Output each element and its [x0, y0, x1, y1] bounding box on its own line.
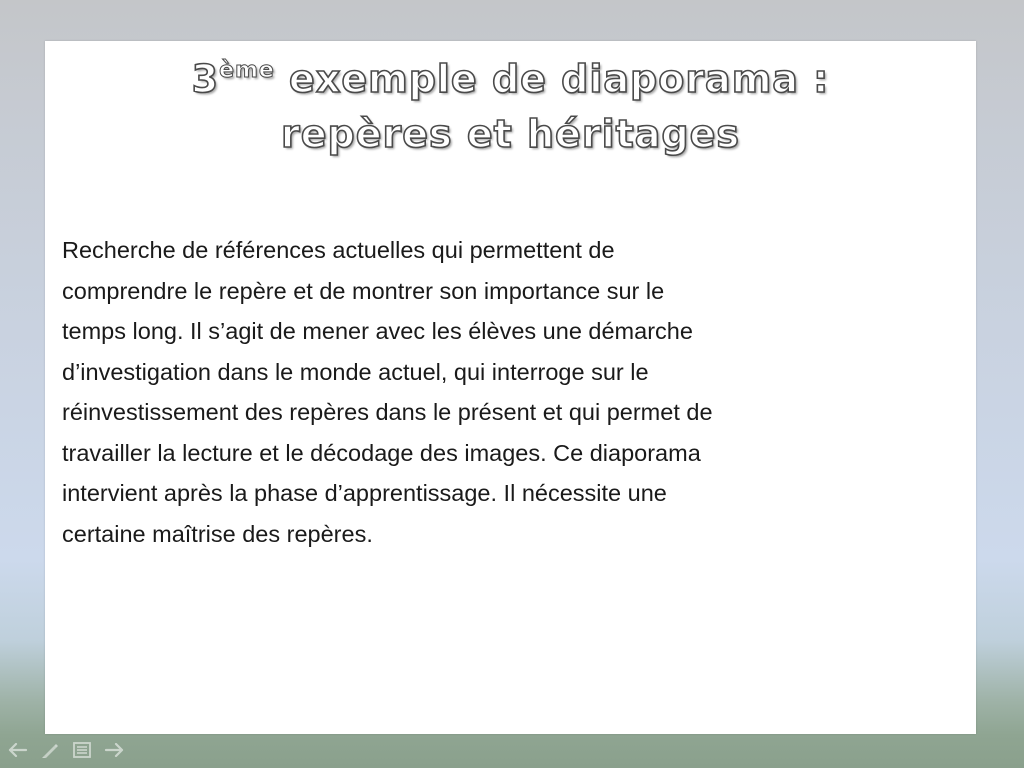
arrow-right-icon — [104, 743, 124, 757]
slide-title — [45, 55, 976, 158]
title-superscript: ème — [219, 58, 275, 83]
arrow-left-icon — [8, 743, 28, 757]
title-number: 3 — [191, 57, 220, 101]
title-line-2: repères et héritages — [280, 112, 740, 156]
previous-slide-button[interactable] — [6, 738, 30, 762]
pen-icon — [41, 741, 59, 759]
title-line-1: exemple de diaporama : — [274, 57, 830, 101]
slide-menu-icon — [73, 742, 91, 758]
slide — [45, 41, 976, 734]
pen-button[interactable] — [38, 738, 62, 762]
next-slide-button[interactable] — [102, 738, 126, 762]
slide-body-text: Recherche de références actuelles qui permettent de comprendre le repère et de montrer son importance sur le temps long. Il s’agit de mener avec les élèves une démarche d’investigation dans le monde actuel, qui interroge sur le réinvestissement des repères dans le présent et qui permet de travailler la lecture et le décodage des images. Ce diaporama intervient après la phase d’apprentissage. Il nécessite une certaine maîtrise des repères. — [62, 237, 713, 547]
slideshow-nav-bar — [0, 738, 126, 762]
slide-menu-button[interactable] — [70, 738, 94, 762]
